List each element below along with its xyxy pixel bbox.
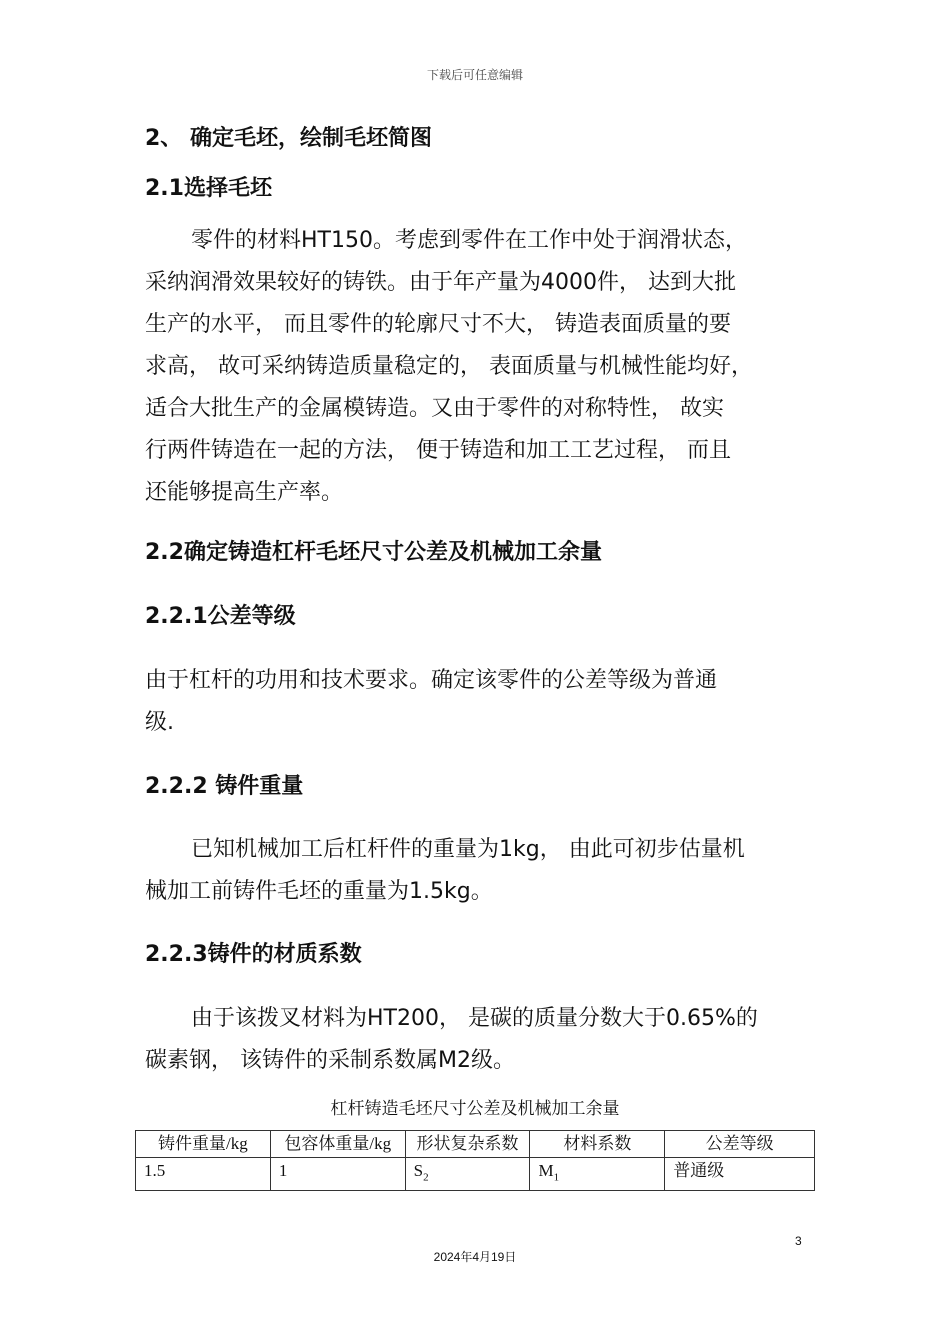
table-caption: 杠杆铸造毛坯尺寸公差及机械加工余量 [330,1099,620,1118]
paragraph-line: 求高， 故可采纳铸造质量稳定的， 表面质量与机械性能均好， [145,354,753,379]
paragraph-line: 级. [145,710,174,735]
section-2-2-3-paragraph [145,998,815,1082]
page-header: 下载后可任意编辑 [426,68,523,82]
paragraph-line: 行两件铸造在一起的方法， 便于铸造和加工工艺过程， 而且 [145,438,731,463]
cell-grade: 普通级 [665,1158,815,1191]
section-2-1-paragraph [145,220,815,514]
header-cell-weight: 铸件重量/kg [136,1131,271,1158]
header-cell-shape: 形状复杂系数 [405,1131,530,1158]
paragraph-line: 还能够提高生产率。 [145,480,344,505]
section-2-2-2-paragraph [145,829,815,913]
paragraph-line: 由于杠杆的功用和技术要求。确定该零件的公差等级为普通 [145,668,718,693]
section-2-2-1-paragraph [145,660,815,744]
paragraph-line: 采纳润滑效果较好的铸铁。由于年产量为4000件， 达到大批 [145,270,736,295]
paragraph-line: 适合大批生产的金属模铸造。又由于零件的对称特性， 故实 [145,396,724,421]
header-cell-material: 材料系数 [530,1131,665,1158]
shape-symbol: S [413,1161,424,1180]
section-2-2-1-title: 2.2.1公差等级 [145,604,296,629]
section-2-title: 2、 确定毛坯，绘制毛坯简图 [145,126,432,151]
paragraph-line: 由于该拨叉材料为HT200， 是碳的质量分数大于0.65%的 [191,1006,758,1031]
paragraph-line: 械加工前铸件毛坯的重量为1.5kg。 [145,879,493,904]
header-cell-grade: 公差等级 [665,1131,815,1158]
page-number: 3 [795,1234,802,1248]
paragraph-line: 生产的水平， 而且零件的轮廓尺寸不大， 铸造表面质量的要 [145,312,731,337]
paragraph-line: 已知机械加工后杠杆件的重量为1kg， 由此可初步估量机 [191,837,745,862]
section-2-2-2-title: 2.2.2 铸件重量 [145,774,304,799]
material-subscript: 1 [553,1171,560,1184]
cell-weight: 1.5 [136,1158,271,1191]
cell-material [530,1158,665,1191]
table-header-row [136,1131,815,1158]
shape-subscript: 2 [423,1171,429,1184]
table-row [136,1158,815,1191]
cell-envelope: 1 [270,1158,405,1191]
header-cell-envelope: 包容体重量/kg [270,1131,405,1158]
cell-shape [405,1158,530,1191]
material-symbol: M [538,1161,554,1180]
footer-date: 2024年4月19日 [433,1250,517,1264]
section-2-2-title: 2.2确定铸造杠杆毛坯尺寸公差及机械加工余量 [145,540,602,565]
section-2-2-3-title: 2.2.3铸件的材质系数 [145,942,362,967]
paragraph-line: 零件的材料HT150。考虑到零件在工作中处于润滑状态， [191,228,747,253]
paragraph-line: 碳素钢， 该铸件的采制系数属M2级。 [145,1048,515,1073]
section-2-1-title: 2.1选择毛坯 [145,176,272,201]
casting-tolerance-table [135,1130,815,1191]
